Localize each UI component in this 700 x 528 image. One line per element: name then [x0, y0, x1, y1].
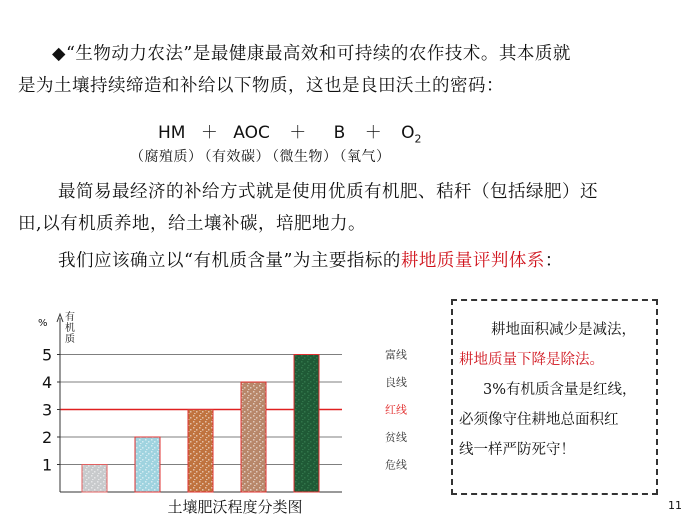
reference-line-label: 危线: [385, 458, 407, 472]
label-microbe: （微生物）: [272, 149, 338, 165]
formula-plus: ＋: [200, 123, 218, 143]
y-unit-label: %: [38, 318, 48, 329]
soil-formula: [158, 118, 422, 145]
formula-term-hm: HM: [158, 123, 186, 143]
reference-line-label: 富线: [385, 348, 407, 362]
reference-line-label: 良线: [385, 376, 407, 389]
y-axis-label-char: 有: [65, 312, 75, 323]
label-oxygen: （氧气）: [339, 149, 391, 165]
formula-term-o2: $O_2$: [401, 123, 422, 146]
y-tick-label: 4: [42, 373, 53, 392]
y-tick-label: 1: [42, 455, 53, 475]
formula-term-aoc: AOC: [233, 123, 270, 143]
bar: [188, 410, 213, 493]
y-axis-label-char: 机: [65, 323, 75, 334]
formula-term-b: B: [333, 123, 346, 143]
notice-line-5: 线一样严防死守！: [459, 442, 575, 458]
y-axis-label-char: 质: [65, 334, 75, 345]
red-line-notice: [451, 299, 658, 495]
notice-line-4: 必须像守住耕地总面积红: [459, 412, 619, 428]
bar: [135, 437, 160, 492]
supply-paragraph: [18, 176, 682, 240]
intro-line-1: ◆“生物动力农法”是最健康最高效和可持续的农作技术。其本质就: [52, 44, 571, 64]
chart-canvas: [30, 300, 430, 500]
bar: [241, 382, 266, 492]
notice-line-3: 3%有机质含量是红线，: [483, 382, 637, 398]
intro-paragraph: [18, 38, 682, 102]
evaluation-paragraph: 我们应该确立以“有机质含量”为主要指标的耕地质量评判体系：: [58, 251, 563, 271]
notice-line-2: 耕地质量下降是除法。: [459, 352, 604, 368]
supply-line-1: 最简易最经济的补给方式就是使用优质有机肥、秸秆（包括绿肥）还: [58, 182, 598, 202]
bar: [82, 465, 107, 493]
formula-plus: ＋: [289, 123, 307, 143]
reference-line-label: 贫线: [385, 431, 407, 444]
y-tick-label: 3: [42, 400, 53, 420]
intro-line-2: 是为土壤持续缔造和补给以下物质，这也是良田沃土的密码：: [18, 76, 504, 96]
evaluation-system-highlight: 耕地质量评判体系: [400, 251, 545, 271]
soil-fertility-chart: [30, 300, 430, 528]
page-number: 11: [668, 499, 682, 512]
supply-line-2: 田,以有机质养地，给土壤补碳，培肥地力。: [18, 214, 367, 234]
chart-title: 土壤肥沃程度分类图: [167, 498, 303, 516]
notice-line-1: 耕地面积减少是减法，: [491, 322, 636, 338]
reference-line-label: 红线: [385, 403, 407, 417]
y-tick-label: 5: [42, 345, 53, 365]
bar: [294, 355, 319, 493]
label-humus: （腐殖质）: [130, 149, 203, 165]
y-tick-label: 2: [42, 428, 53, 447]
label-carbon: （有效碳）: [204, 149, 270, 165]
formula-labels: [130, 146, 393, 166]
formula-plus: ＋: [364, 123, 382, 143]
